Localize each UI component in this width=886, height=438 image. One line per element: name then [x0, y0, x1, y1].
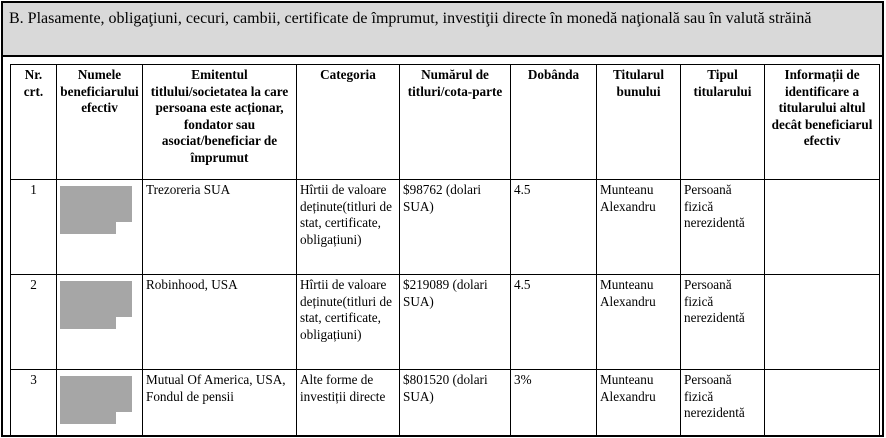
investments-table	[10, 64, 880, 437]
header-holder-info: Informații de identificare a titularului altul decât beneficiarul efectiv	[765, 65, 880, 180]
cell-holder: Munteanu Alexandru	[597, 180, 681, 275]
cell-issuer: Robinhood, USA	[143, 275, 297, 370]
header-interest: Dobânda	[511, 65, 597, 180]
cell-issuer: Mutual Of America, USA, Fondul de pensii	[143, 370, 297, 437]
redaction-block	[60, 376, 132, 412]
cell-holder-info	[765, 370, 880, 437]
cell-count: $98762 (dolari SUA)	[400, 180, 511, 275]
cell-holder-info	[765, 275, 880, 370]
header-holder: Titularul bunului	[597, 65, 681, 180]
cell-holder: Munteanu Alexandru	[597, 370, 681, 437]
cell-nr: 2	[11, 275, 57, 370]
cell-holder-type: Persoană fizică nerezidentă	[681, 180, 765, 275]
section-title: B. Plasamente, obligaţiuni, cecuri, cambii, certificate de împrumut, investiţii directe în monedă naţională sau în valută străină	[3, 3, 882, 57]
cell-holder-info	[765, 180, 880, 275]
redaction-block	[60, 186, 132, 222]
cell-holder-type: Persoană fizică nerezidentă	[681, 275, 765, 370]
cell-count: $219089 (dolari SUA)	[400, 275, 511, 370]
header-issuer: Emitentul titlului/societatea la care persoana este acționar, fondator sau asociat/beneficiar de împrumut	[143, 65, 297, 180]
header-beneficiary: Numele beneficiarului efectiv	[57, 65, 143, 180]
cell-count: $801520 (dolari SUA)	[400, 370, 511, 437]
cell-beneficiary	[57, 275, 143, 370]
table-header-row	[11, 65, 880, 180]
redaction-block	[60, 281, 132, 317]
cell-nr: 1	[11, 180, 57, 275]
cell-interest: 3%	[511, 370, 597, 437]
cell-holder: Munteanu Alexandru	[597, 275, 681, 370]
header-category: Categoria	[297, 65, 400, 180]
table-row	[11, 275, 880, 370]
cell-issuer: Trezoreria SUA	[143, 180, 297, 275]
cell-category: Hîrtii de valoare deținute(titluri de stat, certificate, obligațiuni)	[297, 180, 400, 275]
cell-nr: 3	[11, 370, 57, 437]
cell-category: Hîrtii de valoare deținute(titluri de stat, certificate, obligațiuni)	[297, 275, 400, 370]
cell-beneficiary	[57, 370, 143, 437]
cell-beneficiary	[57, 180, 143, 275]
cell-interest: 4.5	[511, 180, 597, 275]
header-holder-type: Tipul titularului	[681, 65, 765, 180]
table-row	[11, 370, 880, 437]
cell-category: Alte forme de investiții directe	[297, 370, 400, 437]
header-nr: Nr. crt.	[11, 65, 57, 180]
cell-holder-type: Persoană fizică nerezidentă	[681, 370, 765, 437]
table-row	[11, 180, 880, 275]
header-count: Numărul de titluri/cota-parte	[400, 65, 511, 180]
cell-interest: 4.5	[511, 275, 597, 370]
declaration-section	[1, 1, 884, 437]
